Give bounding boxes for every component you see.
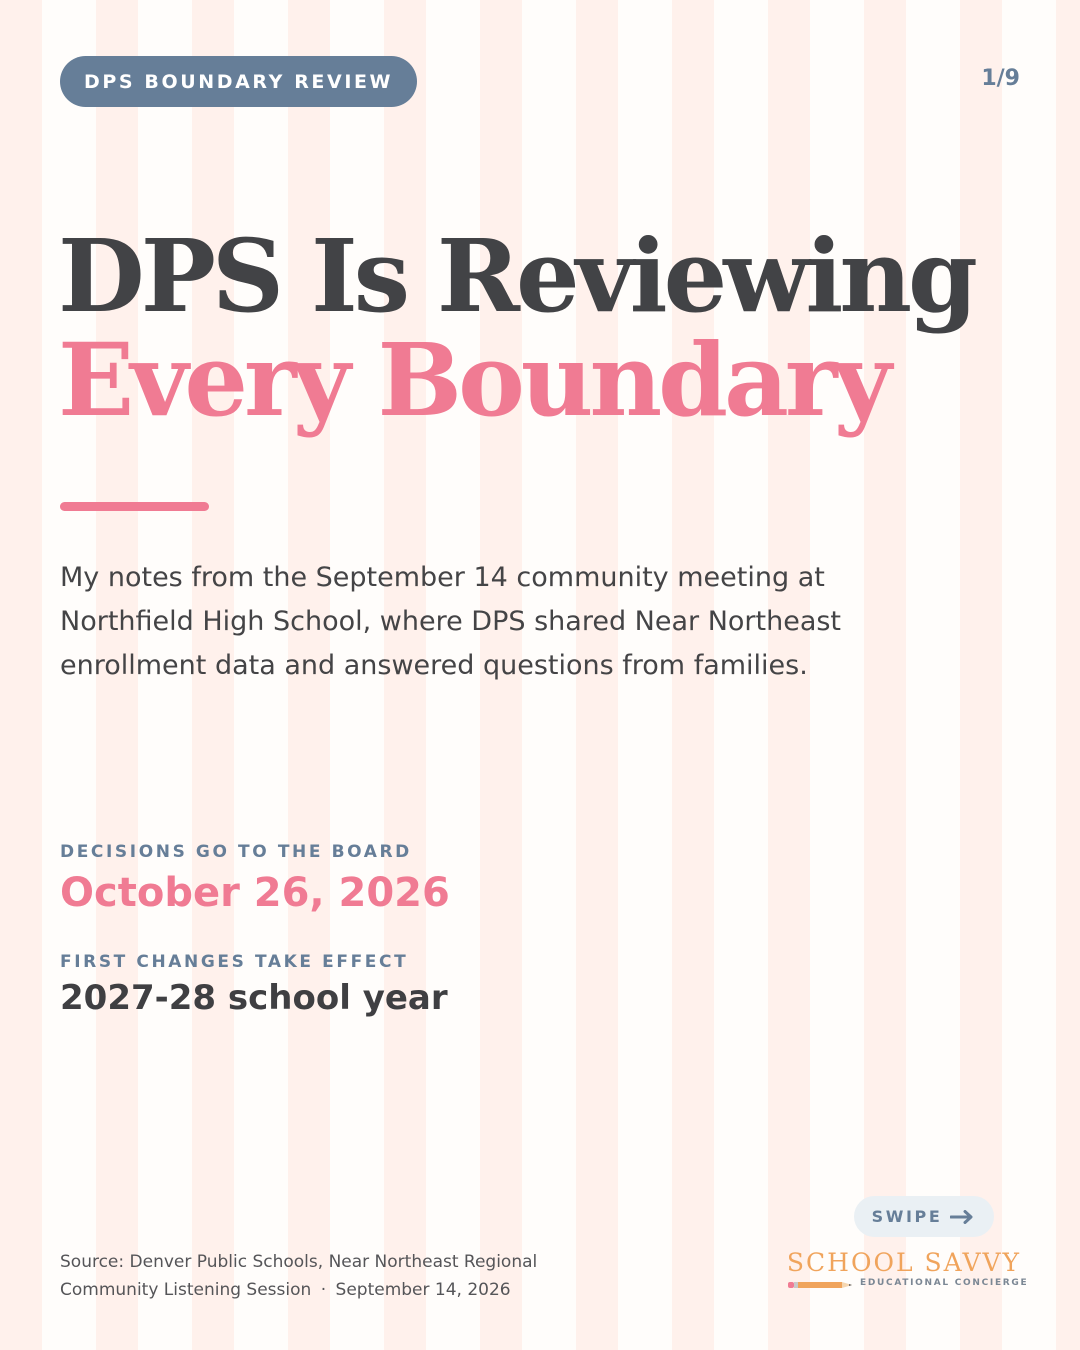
page-title [58, 217, 1068, 439]
swipe-label: SWIPE [871, 1207, 943, 1226]
intro-paragraph: My notes from the September 14 community meeting at Northfield High School, where DPS shared Near Northeast enrollment data and answered questions from families. [60, 562, 842, 681]
series-badge: DPS BOUNDARY REVIEW [60, 56, 417, 107]
page-counter: 1/9 [981, 66, 1020, 91]
brand-logo [786, 1248, 1029, 1294]
pencil-icon [788, 1281, 854, 1289]
source-text: Source: Denver Public Schools, Near Northeast Regional Community Listening Session [60, 1252, 538, 1300]
arrow-right-icon [950, 1210, 976, 1224]
changes-effect-label: FIRST CHANGES TAKE EFFECT [60, 952, 409, 972]
source-separator: · [320, 1280, 327, 1300]
brand-name: SCHOOL SAVVY [786, 1248, 1022, 1277]
title-line-2: Every Boundary [58, 321, 888, 439]
swipe-button[interactable] [854, 1196, 994, 1237]
changes-effect-year: 2027-28 school year [60, 978, 448, 1018]
accent-divider [60, 502, 209, 511]
board-decision-label: DECISIONS GO TO THE BOARD [60, 842, 412, 862]
title-line-1: DPS Is Reviewing [58, 217, 974, 335]
brand-tagline: EDUCATIONAL CONCIERGE [860, 1278, 1029, 1288]
source-date: September 14, 2026 [335, 1280, 511, 1300]
source-citation [60, 1248, 620, 1304]
board-decision-date: October 26, 2026 [60, 870, 450, 916]
